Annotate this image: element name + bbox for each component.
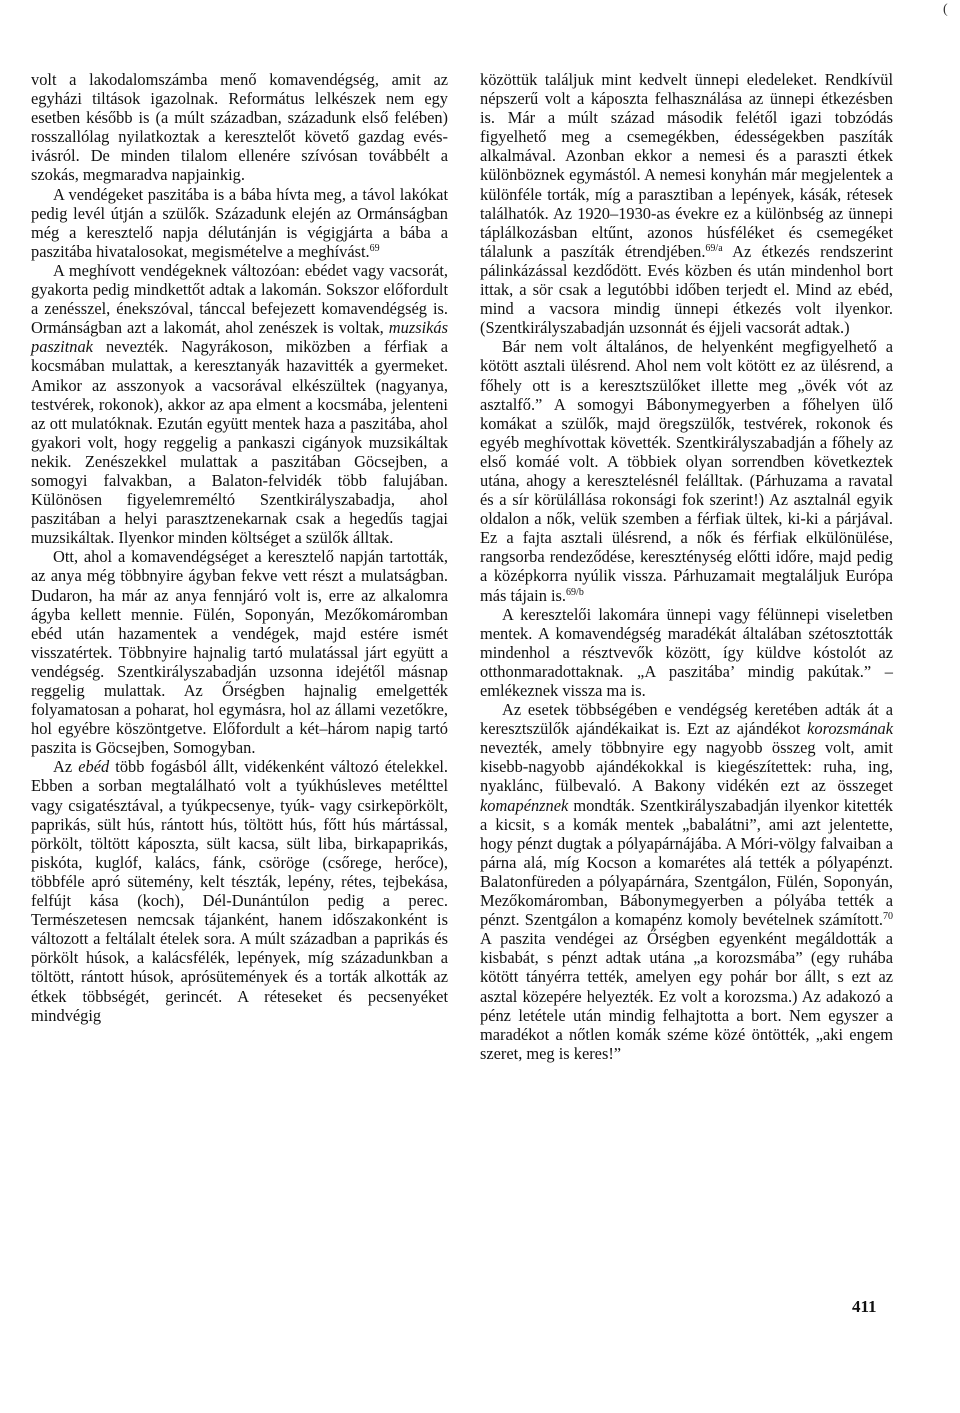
page-edge-mark: ( <box>943 2 948 17</box>
term-korozsmanak: korozsmának <box>807 719 893 739</box>
footnote-ref-69[interactable]: 69 <box>369 242 380 254</box>
left-column <box>31 70 448 1025</box>
right-p4-text-c: mondták. Szentkirályszabadján ilyenkor kitették a kicsit, s a komák mentek „babalátni”, ami azt jelentette, hogy pénzt dugtak a pólyapárnájába. A Móri-völgy falvaiban a párna alá, míg Kocson a komarétes alá tették a pólyapénzt. Balatonfüreden a pólyapárnára, Szentgálon, Fülén, Soponyán, Mezőkomáromban, Bábonymegyerben a pólyába tették a pénzt. Szentgálon a komapénz komoly bevételnek számított. <box>480 795 893 930</box>
left-paragraph-4: Ott, ahol a komavendégséget a keresztelő napján tartották, az anya még többnyire ágyban fekve vett részt a mulatságban. Dudaron, ha már az anya fennjáró volt is, erre az alkalomra ágyba kellett mennie. Fülén, Soponyán, Mezőkomáromban ebéd után hazamentek a vendégek, majd estére ismét visszatértek. Többnyire hajnalig tartó mulatással járt együtt a vendégség. Szentkirályszabadján uzsonna idejétől másnap reggelig mulattak. Az Őrségben hajnalig emelgették folyamatosan a poharat, hol egymásra, hol az állami vezetőkre, hol egyébre köszöntgetve. Előfordult a két–három napig tartó paszita is Göcsejben, Somogyban. <box>31 547 448 758</box>
left-paragraph-3 <box>31 261 448 547</box>
left-p3-text-b: nevezték. Nagyrákoson, miközben a férfiak a kocsmában mulattak, a keresztanyák hazavitték a gyermeket. Amikor az asszonyok a vacsorával elkészültek (nagyanya, testvérek, rokonok), akkor az apa elment a kocsmába, jelenteni az ott mulatóknak. Ezután együtt mentek haza a paszitába, ahol gyakori volt, hogy reggelig a pankaszi cigányok muzsikáltak nekik. Zenészekkel mulattak a paszitában Göcsejben, a somogyi falvakban, a Balaton-felvidék több falujában. Különösen figyelemreméltó Szentkirályszabadja, ahol paszitában a helyi parasztzenekarnak csak a hegedűs tagjai muzsikáltak. Ilyenkor minden költséget a szülők álltak. <box>31 337 448 548</box>
term-muzsikas-paszitnak: muzsikás paszitnak <box>31 318 448 357</box>
right-column <box>480 70 893 1063</box>
right-p1-text-a: közöttük találjuk mint kedvelt ünnepi eledeleket. Rendkívül népszerű volt a káposzta felhasználása az ünnepi étkezésben is. Már a múlt század második felétől igazi tobzódás figyelhető meg a csemegékben, édességekben paszíták alkalmával. Azonban ekkor a nemesi és a paraszti étkek különböznek egymástól. A nemesi konyhán már megjelentek a különféle torták, míg a parasztiban a lepények, kásák, rétesek találhatók. Az 1920–1930-as évekre ez a különbség az ünnepi táplálkozásban eltűnt, azonos húsféléket és csemegéket tálalunk a paszíták étrendjében. <box>480 70 893 261</box>
left-p5-text-b: több fogásból állt, vidékenként változó ételekkel. Ebben a sorban megtalálható volt a tyúkhúsleves metélttel vagy csigatésztával, a tyúkpecsenye, tyúk- vagy csirkepörkölt, paprikás, sült hús, rántott hús, töltött hús, főtt hús mártással, pörkölt, töltött káposzta, sült kacsa, sült liba, birkapaprikás, piskóta, kuglóf, kalács, fánk, csöröge (csőrege, herőce), többféle apró sütemény, kelt tészták, lepény, rétes, tejbekása, felfújt kása (koch), Dél-Dunántúlon pedig a perec. Természetesen nemcsak tájanként, hanem időszakonként is változott a feltálalt ételek sora. A múlt században a paprikás és pörkölt húsok, a kalácsfélék, lepények, míg századunkban a töltött, rántott húsok, aprósütemények és a torták alkották az étkek többségét, gerincét. A réteseket és pecsenyéket mindvégig <box>31 757 448 1025</box>
left-paragraph-2 <box>31 185 448 261</box>
right-p4-text-d: A paszita vendégei az Őrségben egyenként megáldották a kisbabát, s pénzt adtak utána „a korozsmába” (egy ruhába kötött tányérra tették, amelyen egy pohár bor állt, s ezt az asztal közepére helyezték. Ez volt a korozsma.) Az adakozó a pénz letétele után mindig felhajtotta a bort. Nem egyszer a maradékot a nőtlen komák széme közé öntötték, „aki engem szeret, meg is keres!” <box>480 929 893 1063</box>
footnote-ref-69a[interactable]: 69/a <box>705 242 723 254</box>
term-ebed: ebéd <box>78 757 110 777</box>
right-paragraph-3: A keresztelői lakomára ünnepi vagy félünnepi viseletben mentek. A komavendégség maradékát általában szétosztották mindenhol a résztvevők között, így küldve kóstolót az otthonmaradottaknak. „A paszitába’ mindig pakútak.” – emlékeznek vissza ma is. <box>480 604 893 700</box>
right-p1-text-b: Az étkezés rendszerint pálinkázással kezdődött. Evés közben és után mindenhol bort ittak, a sör csak a legutóbbi időben terjedt el. Mind az ebéd, mind a vacsora mindig ünnepi étkezés volt ilyenkor. (Szentkirályszabadján uzsonnát és éjjeli vacsorát adtak.) <box>480 241 893 338</box>
term-komapenznek: komapénznek <box>480 795 569 815</box>
footnote-ref-70[interactable]: 70 <box>883 911 893 923</box>
right-p4-text-a: Az esetek többségében e vendégség keretében adták át a keresztszülők ajándékaikat is. Ezt az ajándékot <box>480 700 893 739</box>
left-p5-text-a: Az <box>53 757 79 777</box>
left-p2-text: A vendégeket paszitába is a bába hívta meg, a távol lakókat pedig levél útján a szülők. Századunk elején az Ormánságban még a keresztelő napja délutánján is végigjárta a bába a paszitába hivatalosokat, megismételve a meghívást. <box>31 184 448 261</box>
footnote-ref-69b[interactable]: 69/b <box>566 586 584 598</box>
right-paragraph-4 <box>480 700 893 1063</box>
page-number: 411 <box>852 1297 877 1316</box>
right-p2-text: Bár nem volt általános, de helyenként megfigyelhető a kötött asztali ülésrend. Ahol nem volt kötött ez az ülésrend, a főhely ott is a keresztszülőket illette meg „övék vót az asztalfő.” A somogyi Bábonymegyerben a főhelyen ülő komákat a szülők, majd öregszülők, testvérek, rokonok és egyéb meghívottak követték. Szentkirályszabadján a főhely az első komáé volt. A többiek olyan sorrendben következtek utána, ahogy a keresztelésnél felálltak. (Párhuzama a ravatal és a sír körülállása rokonsági fok szerint!) Az asztalnál egyik oldalon a nők, velük szemben a férfiak ültek, ki-ki a párjával. Ez a fajta asztali ülésrend, a nők és férfiak elkülönülése, rangsorba rendeződése, kereszténység előtti időre, majd pedig a középkorra nyúlik vissza. Párhuzamait megtaláljuk Európa más tájain is. <box>480 337 893 605</box>
left-paragraph-5 <box>31 757 448 1024</box>
right-paragraph-1 <box>480 70 893 337</box>
left-paragraph-1: volt a lakodalomszámba menő komavendégség, amit az egyházi tiltások igazolnak. Református lelkészek nem egy esetben később is (a múlt században, századunk első felében) rosszallólag nyilatkoztak a keresztelőt követő gazdag evés-ivásról. De minden tilalom ellenére szívósan továbbélt a szokás, megmaradva napjainkig. <box>31 70 448 185</box>
left-p3-text-a: A meghívott vendégeknek változóan: ebédet vagy vacsorát, gyakorta pedig mindkettőt adtak a lakomán. Sokszor előfordult a zenésszel, énekszóval, tánccal befejezett komavendégség is. Ormánságban azt a lakomát, ahol zenészek is voltak, <box>31 260 448 338</box>
right-p4-text-b: nevezték, amely többnyire egy nagyobb összeg volt, amit kisebb-nagyobb ajándékokkal is kiegészítettek: ruha, ing, nyaklánc, fülbevaló. A Bakony vidékén ezt az összeget <box>480 738 893 796</box>
right-paragraph-2 <box>480 337 893 604</box>
